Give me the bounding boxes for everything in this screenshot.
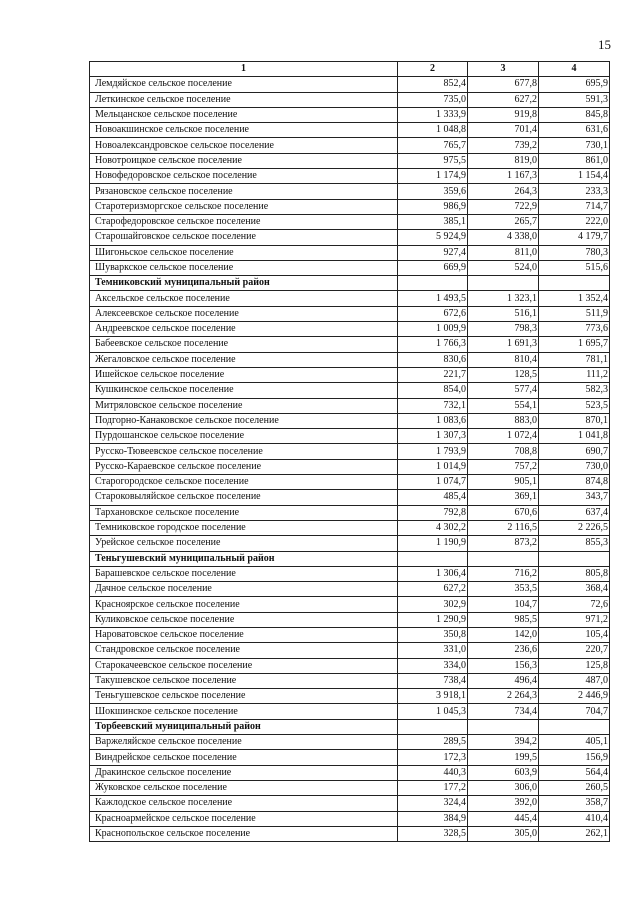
value-col4-cell: 714,7 bbox=[539, 199, 610, 214]
value-col4-cell: 1 352,4 bbox=[539, 291, 610, 306]
table-row bbox=[90, 505, 610, 520]
value-col2-cell: 485,4 bbox=[398, 490, 468, 505]
value-col3-cell: 305,0 bbox=[468, 826, 539, 841]
table-row bbox=[90, 123, 610, 138]
table-row bbox=[90, 322, 610, 337]
settlement-name-cell: Аксельское сельское поселение bbox=[90, 291, 398, 306]
value-col3-cell: 306,0 bbox=[468, 780, 539, 795]
settlement-name-cell: Леткинское сельское поселение bbox=[90, 92, 398, 107]
value-col2-cell: 385,1 bbox=[398, 214, 468, 229]
settlement-name-cell: Темниковское городское поселение bbox=[90, 520, 398, 535]
value-col2-cell: 328,5 bbox=[398, 826, 468, 841]
value-col4-cell: 343,7 bbox=[539, 490, 610, 505]
settlement-name-cell: Андреевское сельское поселение bbox=[90, 322, 398, 337]
settlement-name-cell: Варжеляйское сельское поселение bbox=[90, 735, 398, 750]
table-row bbox=[90, 260, 610, 275]
value-col4-cell: 368,4 bbox=[539, 582, 610, 597]
settlement-name-cell: Жегаловское сельское поселение bbox=[90, 352, 398, 367]
settlement-name-cell: Шуваркское сельское поселение bbox=[90, 260, 398, 275]
value-col3-cell: 919,8 bbox=[468, 107, 539, 122]
settlement-name-cell: Старокачеевское сельское поселение bbox=[90, 658, 398, 673]
table-row bbox=[90, 413, 610, 428]
table-row bbox=[90, 566, 610, 581]
table-row bbox=[90, 612, 610, 627]
value-col3-cell: 708,8 bbox=[468, 444, 539, 459]
value-col4-cell: 582,3 bbox=[539, 383, 610, 398]
value-col3-cell: 873,2 bbox=[468, 536, 539, 551]
value-col3-cell: 104,7 bbox=[468, 597, 539, 612]
value-col2-cell: 1 333,9 bbox=[398, 107, 468, 122]
table-row bbox=[90, 735, 610, 750]
value-col4-cell: 870,1 bbox=[539, 413, 610, 428]
value-col4-cell: 690,7 bbox=[539, 444, 610, 459]
value-col2-cell: 1 045,3 bbox=[398, 704, 468, 719]
value-col3-cell: 670,6 bbox=[468, 505, 539, 520]
value-col2-cell: 986,9 bbox=[398, 199, 468, 214]
value-col2-cell: 1 306,4 bbox=[398, 566, 468, 581]
value-col2-cell: 1 083,6 bbox=[398, 413, 468, 428]
value-col3-cell: 496,4 bbox=[468, 673, 539, 688]
page-number: 15 bbox=[598, 37, 611, 52]
value-col3-cell: 883,0 bbox=[468, 413, 539, 428]
settlement-name-cell: Теньгушевское сельское поселение bbox=[90, 689, 398, 704]
district-row bbox=[90, 551, 610, 566]
value-col3-cell: 677,8 bbox=[468, 77, 539, 92]
settlement-name-cell: Новоакшинское сельское поселение bbox=[90, 123, 398, 138]
table-row bbox=[90, 367, 610, 382]
value-col3-cell: 1 691,3 bbox=[468, 337, 539, 352]
value-col4-cell: 156,9 bbox=[539, 750, 610, 765]
value-col2-cell: 384,9 bbox=[398, 811, 468, 826]
settlement-name-cell: Темниковский муниципальный район bbox=[90, 276, 398, 291]
value-col2-cell: 792,8 bbox=[398, 505, 468, 520]
settlement-name-cell: Митряловское сельское поселение bbox=[90, 398, 398, 413]
table-row bbox=[90, 169, 610, 184]
value-col4-cell: 591,3 bbox=[539, 92, 610, 107]
settlement-name-cell: Подгорно-Канаковское сельское поселение bbox=[90, 413, 398, 428]
value-col2-cell: 177,2 bbox=[398, 780, 468, 795]
settlement-name-cell: Русско-Тювеевское сельское поселение bbox=[90, 444, 398, 459]
value-col4-cell: 511,9 bbox=[539, 306, 610, 321]
settlement-name-cell: Шокшинское сельское поселение bbox=[90, 704, 398, 719]
table-row bbox=[90, 826, 610, 841]
value-col4-cell: 695,9 bbox=[539, 77, 610, 92]
value-col3-cell: 142,0 bbox=[468, 627, 539, 642]
table-row bbox=[90, 536, 610, 551]
settlement-name-cell: Стандровское сельское поселение bbox=[90, 643, 398, 658]
table-row bbox=[90, 582, 610, 597]
settlement-name-cell: Куликовское сельское поселение bbox=[90, 612, 398, 627]
value-col4-cell: 2 446,9 bbox=[539, 689, 610, 704]
value-col2-cell: 738,4 bbox=[398, 673, 468, 688]
settlement-name-cell: Виндрейское сельское поселение bbox=[90, 750, 398, 765]
value-col2-cell bbox=[398, 719, 468, 734]
settlement-name-cell: Старошайговское сельское поселение bbox=[90, 230, 398, 245]
table-row bbox=[90, 444, 610, 459]
value-col2-cell: 735,0 bbox=[398, 92, 468, 107]
value-col4-cell: 487,0 bbox=[539, 673, 610, 688]
value-col4-cell: 125,8 bbox=[539, 658, 610, 673]
value-col4-cell: 72,6 bbox=[539, 597, 610, 612]
value-col2-cell: 1 074,7 bbox=[398, 475, 468, 490]
value-col4-cell: 874,8 bbox=[539, 475, 610, 490]
value-col2-cell: 854,0 bbox=[398, 383, 468, 398]
table-row bbox=[90, 811, 610, 826]
value-col4-cell: 773,6 bbox=[539, 322, 610, 337]
value-col2-cell: 732,1 bbox=[398, 398, 468, 413]
table-row bbox=[90, 138, 610, 153]
value-col4-cell bbox=[539, 551, 610, 566]
settlement-name-cell: Дачное сельское поселение bbox=[90, 582, 398, 597]
value-col4-cell bbox=[539, 719, 610, 734]
settlement-name-cell: Шигоньское сельское поселение bbox=[90, 245, 398, 260]
settlement-name-cell: Дракинское сельское поселение bbox=[90, 765, 398, 780]
column-header: 1 bbox=[90, 62, 398, 77]
settlement-name-cell: Краснопольское сельское поселение bbox=[90, 826, 398, 841]
table-row bbox=[90, 77, 610, 92]
value-col3-cell: 1 167,3 bbox=[468, 169, 539, 184]
settlement-name-cell: Рязановское сельское поселение bbox=[90, 184, 398, 199]
value-col3-cell: 353,5 bbox=[468, 582, 539, 597]
value-col2-cell: 331,0 bbox=[398, 643, 468, 658]
value-col4-cell: 260,5 bbox=[539, 780, 610, 795]
value-col2-cell: 289,5 bbox=[398, 735, 468, 750]
value-col2-cell: 1 048,8 bbox=[398, 123, 468, 138]
value-col2-cell: 1 009,9 bbox=[398, 322, 468, 337]
table-row bbox=[90, 306, 610, 321]
value-col2-cell: 1 766,3 bbox=[398, 337, 468, 352]
settlement-name-cell: Тархановское сельское поселение bbox=[90, 505, 398, 520]
value-col3-cell: 603,9 bbox=[468, 765, 539, 780]
settlement-name-cell: Жуковское сельское поселение bbox=[90, 780, 398, 795]
settlement-name-cell: Новоалександровское сельское поселение bbox=[90, 138, 398, 153]
value-col2-cell: 359,6 bbox=[398, 184, 468, 199]
value-col3-cell: 554,1 bbox=[468, 398, 539, 413]
value-col3-cell: 516,1 bbox=[468, 306, 539, 321]
table-row bbox=[90, 597, 610, 612]
table-row bbox=[90, 689, 610, 704]
value-col2-cell: 927,4 bbox=[398, 245, 468, 260]
table-row bbox=[90, 658, 610, 673]
settlement-name-cell: Барашевское сельское поселение bbox=[90, 566, 398, 581]
table-row bbox=[90, 459, 610, 474]
table-row bbox=[90, 153, 610, 168]
settlement-name-cell: Новофедоровское сельское поселение bbox=[90, 169, 398, 184]
value-col2-cell: 1 174,9 bbox=[398, 169, 468, 184]
value-col3-cell: 2 264,3 bbox=[468, 689, 539, 704]
table-row bbox=[90, 429, 610, 444]
value-col3-cell: 264,3 bbox=[468, 184, 539, 199]
value-col3-cell: 265,7 bbox=[468, 214, 539, 229]
value-col4-cell: 233,3 bbox=[539, 184, 610, 199]
value-col3-cell bbox=[468, 276, 539, 291]
value-col3-cell: 128,5 bbox=[468, 367, 539, 382]
value-col3-cell: 810,4 bbox=[468, 352, 539, 367]
table-row bbox=[90, 92, 610, 107]
value-col2-cell: 1 290,9 bbox=[398, 612, 468, 627]
value-col2-cell: 334,0 bbox=[398, 658, 468, 673]
value-col3-cell: 524,0 bbox=[468, 260, 539, 275]
settlement-name-cell: Старогородское сельское поселение bbox=[90, 475, 398, 490]
table-row bbox=[90, 520, 610, 535]
value-col4-cell: 111,2 bbox=[539, 367, 610, 382]
settlement-name-cell: Кушкинское сельское поселение bbox=[90, 383, 398, 398]
settlement-name-cell: Пурдошанское сельское поселение bbox=[90, 429, 398, 444]
value-col3-cell: 1 072,4 bbox=[468, 429, 539, 444]
table-row bbox=[90, 245, 610, 260]
district-row bbox=[90, 276, 610, 291]
value-col3-cell: 392,0 bbox=[468, 796, 539, 811]
table-row bbox=[90, 765, 610, 780]
settlement-name-cell: Красноармейское сельское поселение bbox=[90, 811, 398, 826]
value-col3-cell: 394,2 bbox=[468, 735, 539, 750]
value-col4-cell: 220,7 bbox=[539, 643, 610, 658]
settlement-name-cell: Староковыляйское сельское поселение bbox=[90, 490, 398, 505]
value-col4-cell: 2 226,5 bbox=[539, 520, 610, 535]
value-col4-cell: 222,0 bbox=[539, 214, 610, 229]
table-row bbox=[90, 796, 610, 811]
value-col4-cell: 564,4 bbox=[539, 765, 610, 780]
table-row bbox=[90, 490, 610, 505]
value-col2-cell: 302,9 bbox=[398, 597, 468, 612]
value-col4-cell: 410,4 bbox=[539, 811, 610, 826]
value-col3-cell: 905,1 bbox=[468, 475, 539, 490]
table-row bbox=[90, 107, 610, 122]
value-col2-cell: 830,6 bbox=[398, 352, 468, 367]
value-col4-cell: 861,0 bbox=[539, 153, 610, 168]
table-row bbox=[90, 750, 610, 765]
value-col3-cell: 2 116,5 bbox=[468, 520, 539, 535]
value-col3-cell: 734,4 bbox=[468, 704, 539, 719]
value-col4-cell: 105,4 bbox=[539, 627, 610, 642]
value-col3-cell: 716,2 bbox=[468, 566, 539, 581]
value-col3-cell: 1 323,1 bbox=[468, 291, 539, 306]
value-col2-cell: 672,6 bbox=[398, 306, 468, 321]
value-col4-cell: 805,8 bbox=[539, 566, 610, 581]
value-col4-cell: 704,7 bbox=[539, 704, 610, 719]
table-row bbox=[90, 475, 610, 490]
value-col2-cell: 440,3 bbox=[398, 765, 468, 780]
value-col4-cell: 515,6 bbox=[539, 260, 610, 275]
value-col2-cell: 3 918,1 bbox=[398, 689, 468, 704]
value-col4-cell: 971,2 bbox=[539, 612, 610, 627]
column-header: 3 bbox=[468, 62, 539, 77]
value-col4-cell: 780,3 bbox=[539, 245, 610, 260]
settlement-name-cell: Ишейское сельское поселение bbox=[90, 367, 398, 382]
value-col3-cell: 369,1 bbox=[468, 490, 539, 505]
value-col2-cell bbox=[398, 276, 468, 291]
value-col3-cell: 739,2 bbox=[468, 138, 539, 153]
value-col4-cell: 1 041,8 bbox=[539, 429, 610, 444]
value-col2-cell: 1 307,3 bbox=[398, 429, 468, 444]
settlement-name-cell: Алексеевское сельское поселение bbox=[90, 306, 398, 321]
value-col3-cell: 199,5 bbox=[468, 750, 539, 765]
value-col3-cell: 811,0 bbox=[468, 245, 539, 260]
value-col3-cell: 798,3 bbox=[468, 322, 539, 337]
table-row bbox=[90, 704, 610, 719]
value-col3-cell: 236,6 bbox=[468, 643, 539, 658]
table-row bbox=[90, 337, 610, 352]
value-col4-cell: 855,3 bbox=[539, 536, 610, 551]
settlement-name-cell: Кажлодское сельское поселение bbox=[90, 796, 398, 811]
value-col3-cell: 985,5 bbox=[468, 612, 539, 627]
settlement-name-cell: Теньгушевский муниципальный район bbox=[90, 551, 398, 566]
table-row bbox=[90, 780, 610, 795]
column-header: 4 bbox=[539, 62, 610, 77]
value-col2-cell: 975,5 bbox=[398, 153, 468, 168]
value-col3-cell bbox=[468, 719, 539, 734]
value-col4-cell: 781,1 bbox=[539, 352, 610, 367]
table-row bbox=[90, 673, 610, 688]
value-col2-cell: 765,7 bbox=[398, 138, 468, 153]
value-col2-cell: 1 793,9 bbox=[398, 444, 468, 459]
table-body bbox=[90, 77, 610, 842]
value-col2-cell: 5 924,9 bbox=[398, 230, 468, 245]
value-col4-cell: 523,5 bbox=[539, 398, 610, 413]
value-col3-cell: 445,4 bbox=[468, 811, 539, 826]
value-col3-cell: 4 338,0 bbox=[468, 230, 539, 245]
table-row bbox=[90, 291, 610, 306]
settlement-name-cell: Красноярское сельское поселение bbox=[90, 597, 398, 612]
value-col4-cell: 358,7 bbox=[539, 796, 610, 811]
value-col3-cell: 701,4 bbox=[468, 123, 539, 138]
value-col4-cell: 845,8 bbox=[539, 107, 610, 122]
settlement-name-cell: Торбеевский муниципальный район bbox=[90, 719, 398, 734]
value-col4-cell: 631,6 bbox=[539, 123, 610, 138]
value-col2-cell bbox=[398, 551, 468, 566]
value-col3-cell: 757,2 bbox=[468, 459, 539, 474]
value-col3-cell: 627,2 bbox=[468, 92, 539, 107]
value-col4-cell: 405,1 bbox=[539, 735, 610, 750]
value-col2-cell: 324,4 bbox=[398, 796, 468, 811]
table-row bbox=[90, 184, 610, 199]
value-col2-cell: 1 014,9 bbox=[398, 459, 468, 474]
value-col4-cell: 262,1 bbox=[539, 826, 610, 841]
value-col3-cell bbox=[468, 551, 539, 566]
value-col2-cell: 627,2 bbox=[398, 582, 468, 597]
value-col2-cell: 350,8 bbox=[398, 627, 468, 642]
settlement-name-cell: Урейское сельское поселение bbox=[90, 536, 398, 551]
value-col2-cell: 1 190,9 bbox=[398, 536, 468, 551]
value-col4-cell bbox=[539, 276, 610, 291]
table-row bbox=[90, 230, 610, 245]
value-col4-cell: 730,0 bbox=[539, 459, 610, 474]
district-row bbox=[90, 719, 610, 734]
value-col3-cell: 156,3 bbox=[468, 658, 539, 673]
settlement-name-cell: Старофедоровское сельское поселение bbox=[90, 214, 398, 229]
value-col2-cell: 172,3 bbox=[398, 750, 468, 765]
value-col4-cell: 4 179,7 bbox=[539, 230, 610, 245]
settlement-name-cell: Такушевское сельское поселение bbox=[90, 673, 398, 688]
table-row bbox=[90, 398, 610, 413]
settlement-name-cell: Лемдяйское сельское поселение bbox=[90, 77, 398, 92]
value-col3-cell: 577,4 bbox=[468, 383, 539, 398]
value-col2-cell: 852,4 bbox=[398, 77, 468, 92]
value-col3-cell: 722,9 bbox=[468, 199, 539, 214]
table-row bbox=[90, 383, 610, 398]
value-col4-cell: 1 695,7 bbox=[539, 337, 610, 352]
table-header-row bbox=[90, 62, 610, 77]
table-row bbox=[90, 214, 610, 229]
table-row bbox=[90, 199, 610, 214]
value-col4-cell: 637,4 bbox=[539, 505, 610, 520]
settlement-name-cell: Бабеевское сельское поселение bbox=[90, 337, 398, 352]
table-row bbox=[90, 643, 610, 658]
value-col2-cell: 669,9 bbox=[398, 260, 468, 275]
value-col2-cell: 1 493,5 bbox=[398, 291, 468, 306]
column-header: 2 bbox=[398, 62, 468, 77]
value-col2-cell: 221,7 bbox=[398, 367, 468, 382]
settlement-name-cell: Нароватовское сельское поселение bbox=[90, 627, 398, 642]
table-row bbox=[90, 352, 610, 367]
settlement-name-cell: Мельцанское сельское поселение bbox=[90, 107, 398, 122]
value-col3-cell: 819,0 bbox=[468, 153, 539, 168]
budget-table bbox=[89, 61, 610, 842]
settlement-name-cell: Старотеризморгское сельское поселение bbox=[90, 199, 398, 214]
settlement-name-cell: Русско-Караевское сельское поселение bbox=[90, 459, 398, 474]
settlement-name-cell: Новотроицкое сельское поселение bbox=[90, 153, 398, 168]
value-col2-cell: 4 302,2 bbox=[398, 520, 468, 535]
value-col4-cell: 1 154,4 bbox=[539, 169, 610, 184]
table-row bbox=[90, 627, 610, 642]
value-col4-cell: 730,1 bbox=[539, 138, 610, 153]
